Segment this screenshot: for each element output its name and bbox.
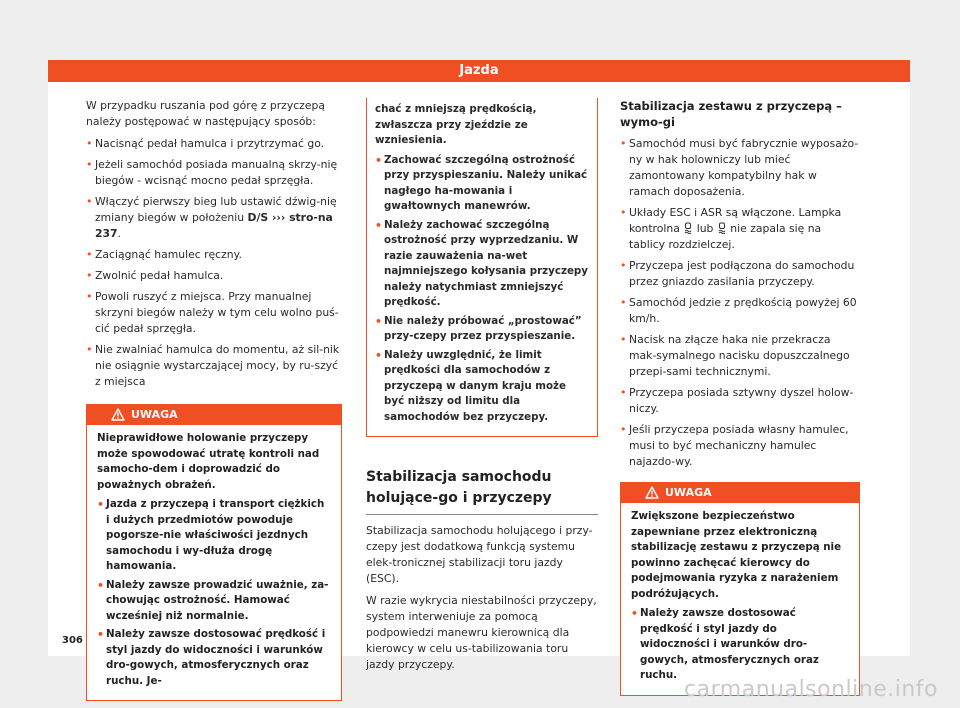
esc-warning-lamp-icon [683, 222, 693, 234]
list-item: • Samochód musi być fabrycznie wyposażo-ny w hak holowniczy lub mieć zamontowany kompatybilny hak w ramach doposażenia. [620, 137, 859, 198]
bullet-icon: • [375, 348, 383, 362]
warning-header: UWAGA [621, 483, 859, 503]
list-item: • Jeżeli samochód posiada manualną skrzy-nię biegów - wcisnąć mocno pedał sprzęgła. [86, 158, 338, 187]
list-item: • Należy zawsze prowadzić uważnie, za-chowując ostrożność. Hamować wcześniej niż normalnie. [97, 578, 331, 625]
page-header: Jazda [48, 60, 910, 82]
list-item: • Samochód jedzie z prędkością powyżej 60 km/h. [620, 296, 857, 325]
column-left [86, 98, 342, 701]
page-number: 306 [62, 635, 83, 646]
bullet-icon: • [86, 343, 93, 356]
page-reference-link[interactable]: D/S ››› stro-na 237 [95, 211, 333, 240]
column-right [620, 98, 860, 696]
paragraph: Stabilizacja samochodu holującego i przy-czepy jest dodatkową funkcją systemu elek-tronicznej stabilizacji toru jazdy (ESC). [366, 524, 593, 585]
bullet-icon: • [620, 137, 627, 150]
list-item: • Jeśli przyczepa posiada własny hamulec, musi to być mechaniczny hamulec najazdo-wy. [620, 423, 849, 468]
bullet-icon: • [86, 269, 93, 282]
warning-continuation-box: chać z mniejszą prędkością, zwłaszcza przy zjeździe ze wzniesienia. • Zachować szczególną ostrożność przy przyspieszaniu. Należy unikać nagłego ha-mowania i gwałtownych manewrów. • Należy zachować szczególną ostrożność przy wyprzedzaniu. W razie zauważenia na-wet najmniejszego kołysania przyczepy należy natychmiast zmniejszyć prędkość. • Nie należy próbować „prostować” przy-czepy przez przyspieszanie. • Należy uwzględnić, że limit prędkości dla samochodów z przyczepą w danym kraju może być niższy od limitu dla samochodów bez przyczepy. [366, 98, 598, 437]
bullet-icon: • [86, 137, 93, 150]
column-middle [366, 98, 598, 679]
esc-off-lamp-icon [717, 222, 727, 234]
bullet-icon: • [97, 498, 105, 511]
bullet-icon: • [620, 296, 627, 309]
bullet-icon: • [97, 578, 105, 592]
list-item: • Przyczepa jest podłączona do samochodu przez gniazdo zasilania przyczepy. [620, 259, 855, 288]
bullet-icon: • [97, 628, 105, 641]
bullet-icon: • [375, 314, 383, 328]
list-item: • Należy uwzględnić, że limit prędkości dla samochodów z przyczepą w danym kraju może być niższy od limitu dla samochodów bez przyczepy. [375, 348, 589, 426]
list-item: • Układy ESC i ASR są włączone. Lampka kontrolna lub nie zapala się na tablicy rozdzielczej. [620, 206, 842, 251]
warning-body: Nieprawidłowe holowanie przyczepy może spowodować utratę kontroli nad samocho-dem i doprowadzić do poważnych obrażeń. • Jazda z przyczepą i transport ciężkich i dużych przedmiotów powoduje pogorsze-nie właściwości jezdnych samochodu i wy-dłuża drogę hamowania. • Należy zawsze prowadzić uważnie, za-chowując ostrożność. Hamować wcześniej niż normalnie. • Należy zawsze dostosować prędkość i styl jazdy do widoczności i warunków dro-gowych, atmosferycznych oraz ruchu. Je- [87, 425, 341, 700]
list-item: • Zaciągnąć hamulec ręczny. [86, 248, 242, 261]
warning-box [86, 404, 342, 701]
list-item: • Powoli ruszyć z miejsca. Przy manualnej skrzyni biegów należy w tym celu wolno puś-cić pedał sprzęgła. [86, 290, 339, 335]
intro-text: W przypadku ruszania pod górę z przyczepą należy postępować w następujący sposób: [86, 99, 325, 128]
list-item: • Nacisnąć pedał hamulca i przytrzymać go. [86, 137, 325, 150]
bullet-icon: • [86, 290, 93, 303]
subsection-title: Stabilizacja zestawu z przyczepą – wymo-gi [620, 99, 842, 129]
list-item: • Przyczepa posiada sztywny dyszel holow-niczy. [620, 386, 854, 415]
bullet-icon: • [86, 158, 93, 171]
list-item: • Nie należy próbować „prostować” przy-czepy przez przyspieszanie. [375, 314, 589, 345]
bullet-icon: • [631, 607, 639, 620]
list-item: • Należy zawsze dostosować prędkość i styl jazdy do widoczności i warunków dro-gowych, atmosferycznych oraz ruchu. Je- [97, 627, 331, 689]
warning-triangle-icon [111, 408, 125, 421]
list-item: • Należy zachować szczególną ostrożność przy wyprzedzaniu. W razie zauważenia na-wet najmniejszego kołysania przyczepy należy natychmiast zmniejszyć prędkość. [375, 218, 589, 311]
warning-header: UWAGA [87, 405, 341, 425]
bullet-icon: • [620, 423, 627, 436]
bullet-icon: • [620, 206, 627, 219]
bullet-icon: • [620, 333, 627, 346]
section-title: Stabilizacja samochodu holujące-go i przyczepy [366, 467, 598, 515]
list-item: • Nie zwalniać hamulca do momentu, aż sil-nik nie osiągnie wystarczającej mocy, by ru-szyć z miejsca [86, 343, 340, 388]
warning-body: Zwiększone bezpieczeństwo zapewniane przez elektroniczną stabilizację zestawu z przyczepą nie powinno zachęcać kierowcy do podejmowania ryzyka z narażeniem podróżujących. • Należy zawsze dostosować prędkość i styl jazdy do widoczności i warunków dro-gowych, atmosferycznych oraz ruchu. [621, 503, 859, 695]
list-item: • Zwolnić pedał hamulca. [86, 269, 224, 282]
watermark: carmanualsonline.info [684, 677, 938, 702]
paragraph: W razie wykrycia niestabilności przyczepy, system interweniuje za pomocą podpowiedzi manewru kierownicą dla kierowcy w celu us-tabilizowania toru jazdy przyczepy. [366, 594, 597, 671]
list-item: • Nacisk na złącze haka nie przekracza mak-symalnego nacisku dopuszczalnego przepi-sami technicznymi. [620, 333, 850, 378]
list-item: • Włączyć pierwszy bieg lub ustawić dźwig-nię zmiany biegów w położeniu D/S ››› stro-na 237. [86, 195, 337, 240]
list-item: • Zachować szczególną ostrożność przy przyspieszaniu. Należy unikać nagłego ha-mowania i gwałtownych manewrów. [375, 153, 589, 215]
bullet-icon: • [375, 218, 383, 232]
list-item: • Należy zawsze dostosować prędkość i styl jazdy do widoczności i warunków dro-gowych, atmosferycznych oraz ruchu. [631, 606, 849, 684]
bullet-icon: • [86, 195, 93, 208]
warning-box [620, 482, 860, 696]
bullet-icon: • [620, 259, 627, 272]
warning-triangle-icon [645, 486, 659, 499]
list-item: • Jazda z przyczepą i transport ciężkich i dużych przedmiotów powoduje pogorsze-nie właściwości jezdnych samochodu i wy-dłuża drogę hamowania. [97, 497, 331, 575]
bullet-icon: • [620, 386, 627, 399]
bullet-icon: • [86, 248, 93, 261]
bullet-icon: • [375, 153, 383, 167]
